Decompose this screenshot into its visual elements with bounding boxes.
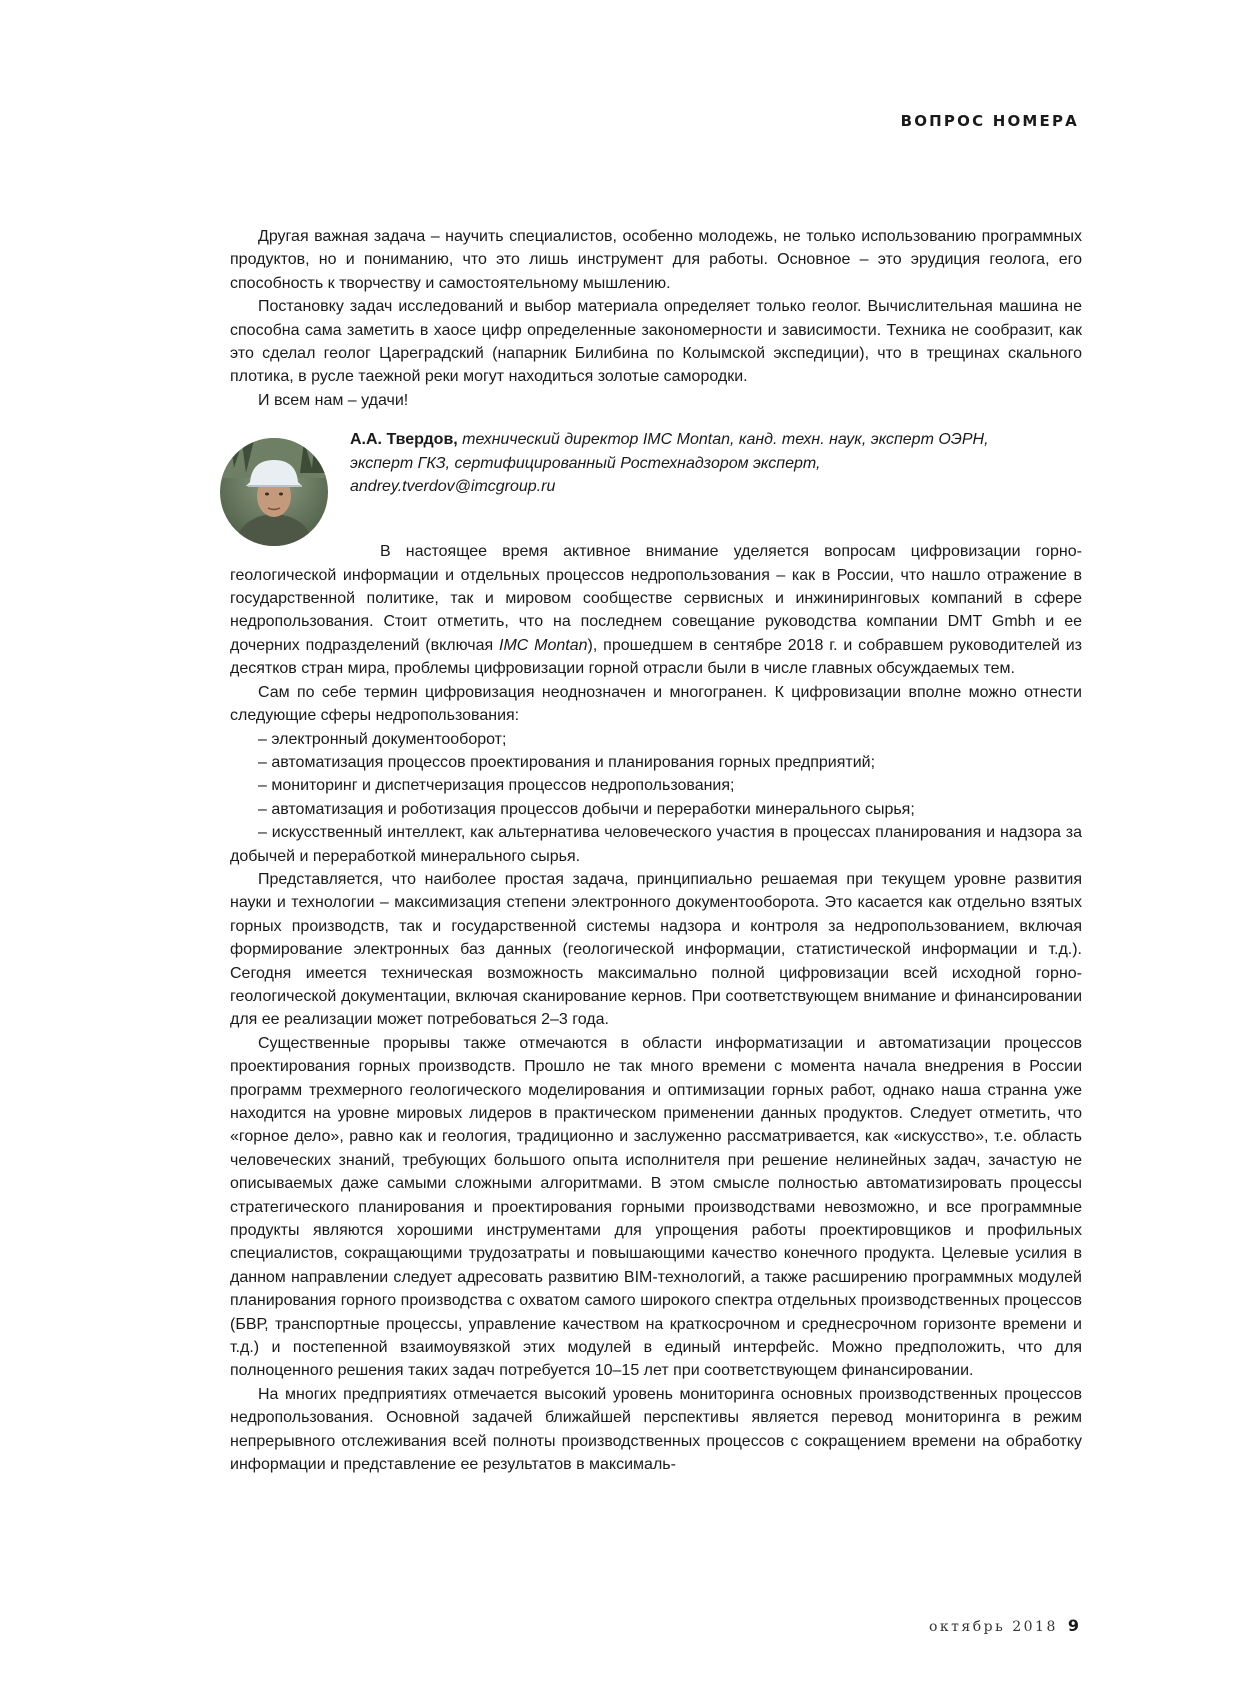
author-name: А.А. Твердов, [350, 431, 458, 449]
list-item: – искусственный интеллект, как альтернатива человеческого участия в процессах планирования и надзора за добычей и переработкой минерального сырья. [230, 824, 1082, 865]
paragraph: Существенные прорывы также отмечаются в области информатизации и автоматизации процессов проектирования горных производств. Прошло не так много времени с момента начала внедрения в России программ трехмерного геологического моделирования и оптимизации горных работ, однако наша странна уже находится на уровне мировых лидеров в практическом применении данных продуктов. Следует отметить, что «горное дело», равно как и геология, традиционно и заслуженно рассматривается, как «искусство», т.е. область человеческих знаний, требующих большого опыта исполнителя при решение нелинейных задач, зачастую не описываемых даже самыми сложными алгоритмами. В этом смысле полностью автоматизировать процессы стратегического планирования и проектирования горными производствами невозможно, и все программные продукты являются хорошими инструментами для упрощения работы проектировщиков и профильных специалистов, сокращающими трудозатраты и повышающими качество конечного продукта. Целевые усилия в данном направлении следует адресовать развитию BIM-технологий, а также расширению программных модулей планирования горного производства с охватом самого широкого спектра отдельных производственных процессов (БВР, транспортные процессы, управление качеством на краткосрочном и среднесрочном горизонте времени и т.д.) и постепенной взаимоувязкой этих модулей в единый интерфейс. Можно предположить, что для полноценного решения таких задач потребуется 10–15 лет при соответствующем финансировании. [230, 1034, 1082, 1380]
author-email: andrey.tverdov@imcgroup.ru [350, 478, 556, 496]
page-footer [929, 1616, 1079, 1635]
list-item: – электронный документооборот; [258, 730, 507, 748]
paragraph: Другая важная задача – научить специалистов, особенно молодежь, не только использованию программных продуктов, но и пониманию, что это лишь инструмент для работы. Основное – это эрудиция геолога, его способность к творчеству и самостоятельному мышлению. [230, 228, 1082, 292]
paragraph: И всем нам – удачи! [258, 391, 409, 409]
author-role: технический директор IMC Montan, канд. техн. наук, эксперт ОЭРН, [462, 431, 989, 449]
paragraph: Представляется, что наиболее простая задача, принципиально решаемая при текущем уровне развития науки и технологии – максимизация степени электронного документооборота. Это касается как отдельно взятых горных производств, так и государственной системы надзора и контроля за недропользованием, включая формирование электронных баз данных (геологической информации, статистической информации и т.д.). Сегодня имеется техническая возможность максимально полной цифровизации всей исходной горно-геологической документации, включая сканирование кернов. При соответствующем внимание и финансировании для ее реализации может потребоваться 2–3 года. [230, 870, 1082, 1029]
paragraph: На многих предприятиях отмечается высокий уровень мониторинга основных производственных процессов недропользования. Основной задачей ближайшей перспективы является перевод мониторинга в режим непрерывного отслеживания всей полноты производственных процессов с сокращением времени на обработку информации и представление ее результатов в максималь- [230, 1385, 1082, 1474]
author-block [230, 428, 1082, 536]
list-item: – мониторинг и диспетчеризация процессов недропользования; [258, 777, 735, 795]
author-role-2: эксперт ГКЗ, сертифицированный Ростехнадзором эксперт, [350, 454, 821, 472]
list-item: – автоматизация и роботизация процессов добычи и переработки минерального сырья; [258, 800, 915, 818]
list-item: – автоматизация процессов проектирования и планирования горных предприятий; [258, 753, 876, 771]
paragraph: В настоящее время активное внимание уделяется вопросам цифровизации горно-геологической информации и отдельных процессов недропользования – как в России, что нашло отражение в государственной политике, так и мировом сообществе сервисных и инжиниринговых компаний в сфере недропользования. Стоит отметить, что на последнем совещание руководства компании DMT Gmbh и ее дочерних подразделений (включая IMC Montan), прошедшем в сентябре 2018 г. и собравшем руководителей из десятков стран мира, проблемы цифровизации горной отрасли были в числе главных обсуждаемых тем. [230, 543, 1083, 678]
section-rubric: ВОПРОС НОМЕРА [900, 112, 1079, 130]
issue-date: октябрь 2018 [929, 1619, 1058, 1635]
paragraph: Сам по себе термин цифровизация неоднозначен и многогранен. К цифровизации вполне можно отнести следующие сферы недропользования: [230, 683, 1082, 725]
author-credentials [350, 428, 1082, 498]
article-body [230, 225, 1082, 1477]
author-photo [220, 438, 328, 546]
paragraph: Постановку задач исследований и выбор материала определяет только геолог. Вычислительная машина не способна сама заметить в хаосе цифр определенные закономерности и зависимости. Техника не сообразит, как это сделал геолог Цареградский (напарник Билибина по Колымской экспедиции), что в трещинах скального плотика, в русле таежной реки могут находиться золотые самородки. [230, 298, 1082, 386]
page-number: 9 [1067, 1616, 1079, 1635]
